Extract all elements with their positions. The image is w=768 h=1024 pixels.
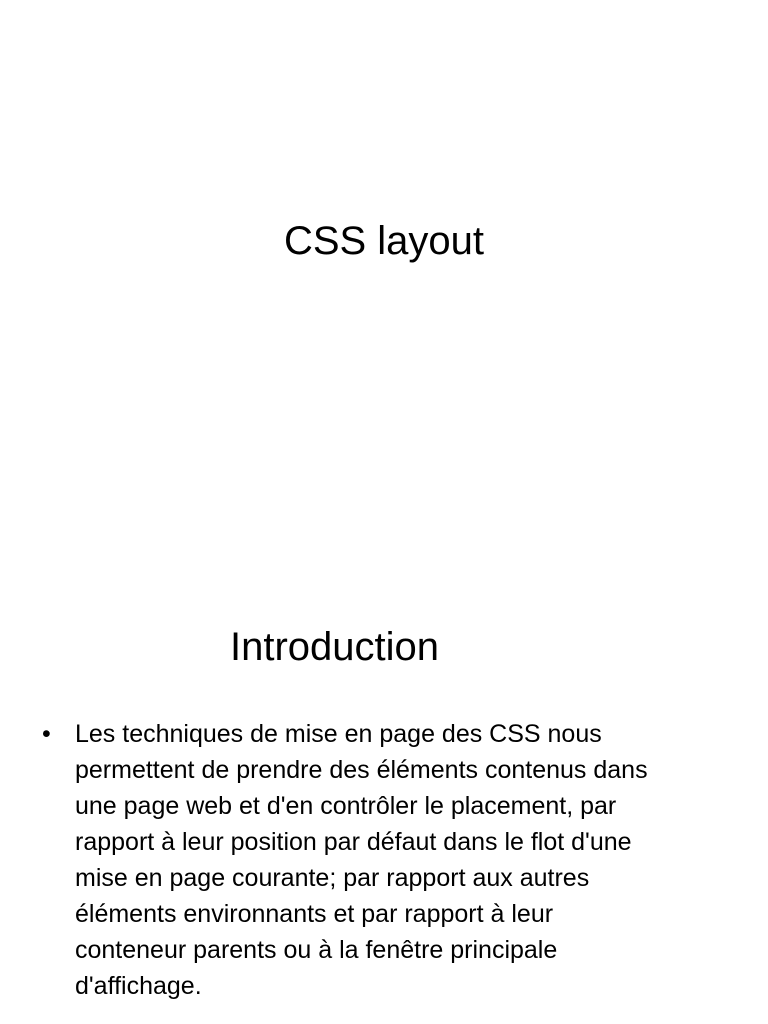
slide-introduction [0,576,768,1024]
slide-title-heading: CSS layout [283,219,485,263]
bullet-line: d'affichage. [75,972,202,1000]
bullet-dot-icon: • [42,720,51,748]
introduction-heading: Introduction [230,625,440,669]
bullet-list [42,716,722,1004]
bullet-line: conteneur parents ou à la fenêtre principale [75,936,558,964]
bullet-line: une page web et d'en contrôler le placement, par [75,792,617,820]
bullet-item [42,716,722,1004]
bullet-line: rapport à leur position par défaut dans le flot d'une [75,828,632,856]
bullet-line: mise en page courante; par rapport aux autres [75,864,590,892]
bullet-line: Les techniques de mise en page des CSS nous [75,720,602,748]
bullet-line: permettent de prendre des éléments contenus dans [75,756,648,784]
bullet-line: éléments environnants et par rapport à leur [75,900,554,928]
